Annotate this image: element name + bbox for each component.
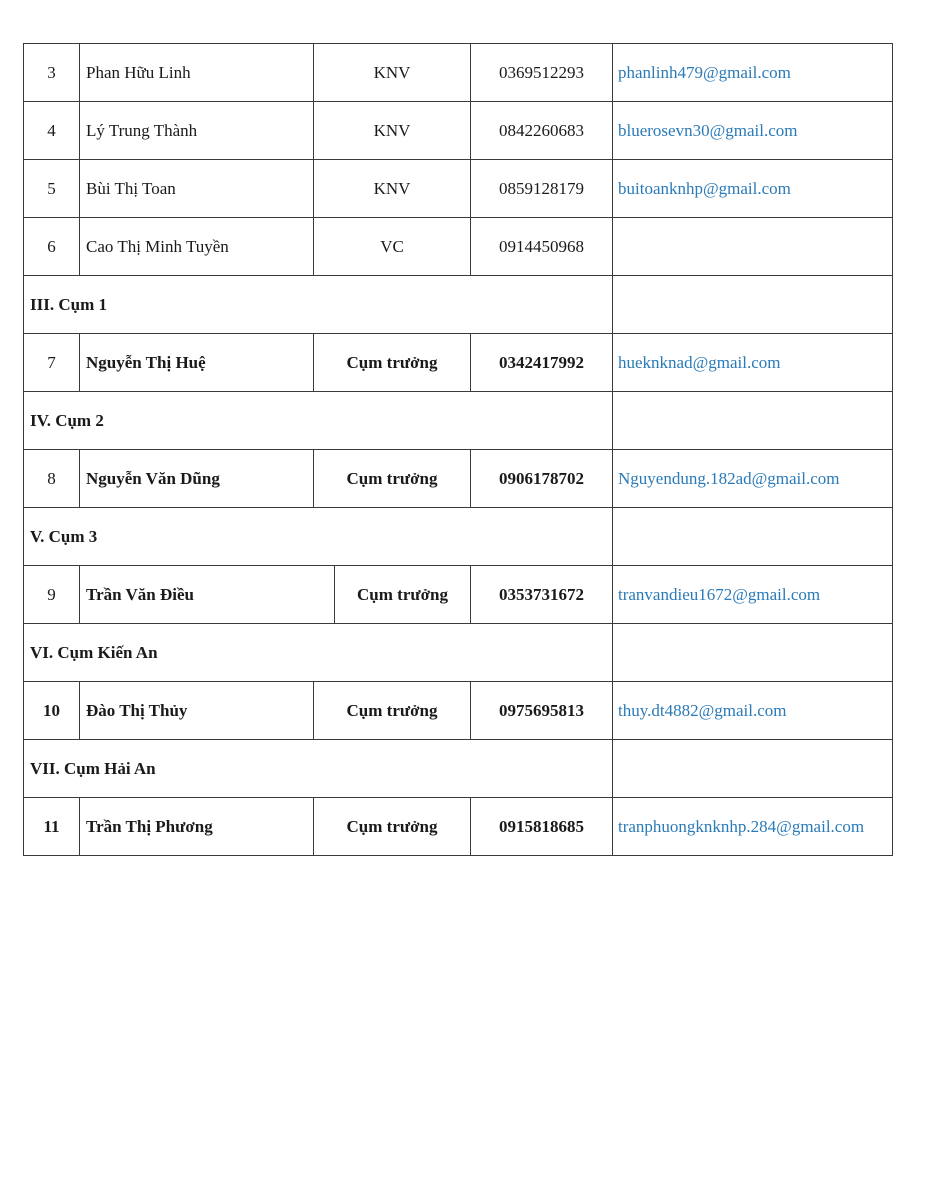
row-number: 9 (23, 565, 80, 624)
person-role: Cụm trưởng (313, 681, 471, 740)
email-link[interactable]: tranphuongknknhp.284@gmail.com (612, 797, 893, 856)
phone-number: 0906178702 (470, 449, 613, 508)
section-title: VI. Cụm Kiến An (23, 623, 613, 682)
phone-number: 0342417992 (470, 333, 613, 392)
person-role: Cụm trưởng (313, 449, 471, 508)
email-link[interactable]: tranvandieu1672@gmail.com (612, 565, 893, 624)
phone-number: 0914450968 (470, 217, 613, 276)
person-name: Đào Thị Thủy (79, 681, 314, 740)
phone-number: 0975695813 (470, 681, 613, 740)
person-name: Nguyễn Thị Huệ (79, 333, 314, 392)
person-name: Trần Thị Phương (79, 797, 314, 856)
person-role: KNV (313, 101, 471, 160)
phone-number: 0915818685 (470, 797, 613, 856)
row-number: 5 (23, 159, 80, 218)
person-name: Cao Thị Minh Tuyền (79, 217, 314, 276)
row-number: 7 (23, 333, 80, 392)
person-role: Cụm trưởng (334, 565, 471, 624)
phone-number: 0353731672 (470, 565, 613, 624)
row-number: 10 (23, 681, 80, 740)
person-name: Lý Trung Thành (79, 101, 314, 160)
phone-number: 0842260683 (470, 101, 613, 160)
person-role: KNV (313, 159, 471, 218)
row-number: 8 (23, 449, 80, 508)
person-role: Cụm trưởng (313, 333, 471, 392)
email-link[interactable]: phanlinh479@gmail.com (612, 43, 893, 102)
person-name: Trần Văn Điều (79, 565, 335, 624)
email-link[interactable]: hueknknad@gmail.com (612, 333, 893, 392)
row-number: 4 (23, 101, 80, 160)
email-link[interactable]: Nguyendung.182ad@gmail.com (612, 449, 893, 508)
phone-number: 0369512293 (470, 43, 613, 102)
row-number: 3 (23, 43, 80, 102)
empty-cell (612, 217, 893, 276)
empty-cell (612, 275, 893, 334)
section-title: VII. Cụm Hải An (23, 739, 613, 798)
empty-cell (612, 391, 893, 450)
section-title: V. Cụm 3 (23, 507, 613, 566)
row-number: 6 (23, 217, 80, 276)
empty-cell (612, 507, 893, 566)
contact-table (23, 43, 893, 856)
phone-number: 0859128179 (470, 159, 613, 218)
email-link[interactable]: buitoanknhp@gmail.com (612, 159, 893, 218)
section-title: III. Cụm 1 (23, 275, 613, 334)
empty-cell (612, 623, 893, 682)
empty-cell (612, 739, 893, 798)
person-role: VC (313, 217, 471, 276)
email-link[interactable]: thuy.dt4882@gmail.com (612, 681, 893, 740)
person-name: Bùi Thị Toan (79, 159, 314, 218)
person-name: Phan Hữu Linh (79, 43, 314, 102)
row-number: 11 (23, 797, 80, 856)
person-name: Nguyễn Văn Dũng (79, 449, 314, 508)
section-title: IV. Cụm 2 (23, 391, 613, 450)
person-role: Cụm trưởng (313, 797, 471, 856)
email-link[interactable]: bluerosevn30@gmail.com (612, 101, 893, 160)
person-role: KNV (313, 43, 471, 102)
